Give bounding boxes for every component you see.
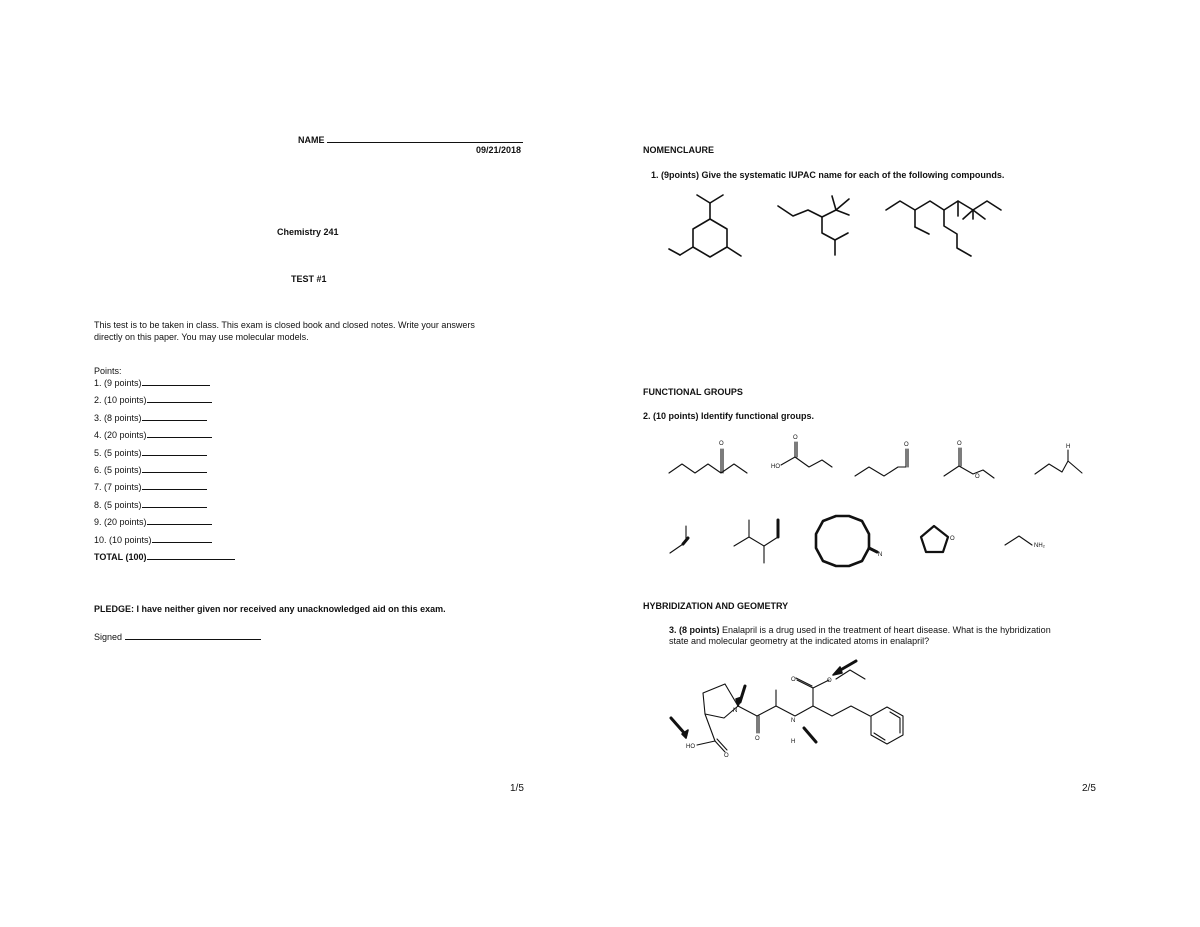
name-label: NAME [298,135,325,145]
score-blank[interactable] [142,447,207,456]
peptide-chain [738,670,870,745]
atom-label-oxygen: O [793,435,798,441]
score-blank[interactable] [142,377,210,386]
exam-questions-page [600,0,1200,927]
atom-label-oxygen: O [755,736,760,742]
atom-label-nitrogen: N [791,718,796,724]
points-header: Points: [94,366,122,376]
atom-label-amine: NH₂ [1034,543,1045,549]
score-table [94,366,235,568]
indicator-arrows [671,661,856,742]
score-blank[interactable] [152,534,212,543]
score-blank[interactable] [142,464,207,473]
nomenclature-heading: NOMENCLAURE [643,145,714,155]
question-3-points: 3. (8 points) [669,625,720,635]
functional-groups-heading: FUNCTIONAL GROUPS [643,387,743,397]
total-blank[interactable] [147,551,235,560]
phenyl-ring [871,707,903,744]
atom-label-nitrogen: N [733,708,738,714]
signature-blank[interactable] [125,631,261,640]
score-row [94,464,235,481]
atom-label-hydroxyl: HO [771,464,780,470]
score-row [94,412,235,429]
question-1: 1. (9points) Give the systematic IUPAC name for each of the following compounds. [651,170,1005,180]
question-3-text: Enalapril is a drug used in the treatment of heart disease. What is the hybridization [719,625,1051,635]
score-blank[interactable] [142,499,207,508]
score-label: 1. (9 points) [94,378,142,388]
score-label: 2. (10 points) [94,395,147,406]
test-title: TEST #1 [291,274,327,284]
score-blank[interactable] [142,481,207,490]
signed-label: Signed [94,632,123,642]
question-3-line-2: state and molecular geometry at the indicated atoms in enalapril? [669,636,930,646]
score-row [94,447,235,464]
score-blank[interactable] [147,394,212,403]
atom-label-oxygen: O [957,441,962,447]
atom-label-oxygen: O [724,753,729,759]
score-label: 7. (7 points) [94,482,142,493]
enalapril-structure [600,0,1200,927]
score-label: 3. (8 points) [94,412,142,423]
atom-label-hydroxyl: HO [686,744,695,750]
atom-label-oxygen: O [791,677,796,683]
atom-label-oxygen: O [719,441,724,447]
page-number: 1/5 [510,783,524,794]
score-label: 9. (20 points) [94,517,147,528]
score-label: 4. (20 points) [94,430,147,441]
proline-ring [686,684,738,759]
page-number: 2/5 [1082,783,1096,794]
score-row [94,394,235,411]
atom-label-oxygen: O [975,474,980,480]
score-blank[interactable] [147,516,212,525]
score-row [94,481,235,498]
honor-pledge: PLEDGE: I have neither given nor received any unacknowledged aid on this exam. [94,604,446,614]
total-label: TOTAL (100) [94,551,147,562]
score-blank[interactable] [142,412,207,421]
atom-label-hydrogen: H [791,739,796,745]
score-row [94,534,235,551]
instructions-line-1: This test is to be taken in class. This exam is closed book and closed notes. Write your answers [94,320,475,330]
score-row [94,499,235,516]
score-label: 6. (5 points) [94,464,142,475]
atom-label-oxygen: O [950,536,955,542]
score-label: 10. (10 points) [94,534,152,545]
atom-label-nitrogen: N [878,552,883,558]
score-blank[interactable] [147,429,212,438]
atom-label-oxygen: O [827,678,832,684]
name-blank[interactable] [327,134,523,143]
score-row [94,429,235,446]
score-label: 8. (5 points) [94,499,142,510]
signature-line [94,631,261,643]
exam-date: 09/21/2018 [476,145,522,155]
atom-label-hydrogen: H [1066,444,1071,450]
score-label: 5. (5 points) [94,447,142,458]
atom-label-oxygen: O [904,442,909,448]
score-row [94,377,235,394]
instructions-line-2: directly on this paper. You may use molecular models. [94,332,309,342]
course-title: Chemistry 241 [277,227,339,237]
question-2: 2. (10 points) Identify functional groups. [643,411,815,421]
score-row [94,516,235,533]
hybridization-heading: HYBRIDIZATION AND GEOMETRY [643,601,789,611]
total-row [94,551,235,568]
